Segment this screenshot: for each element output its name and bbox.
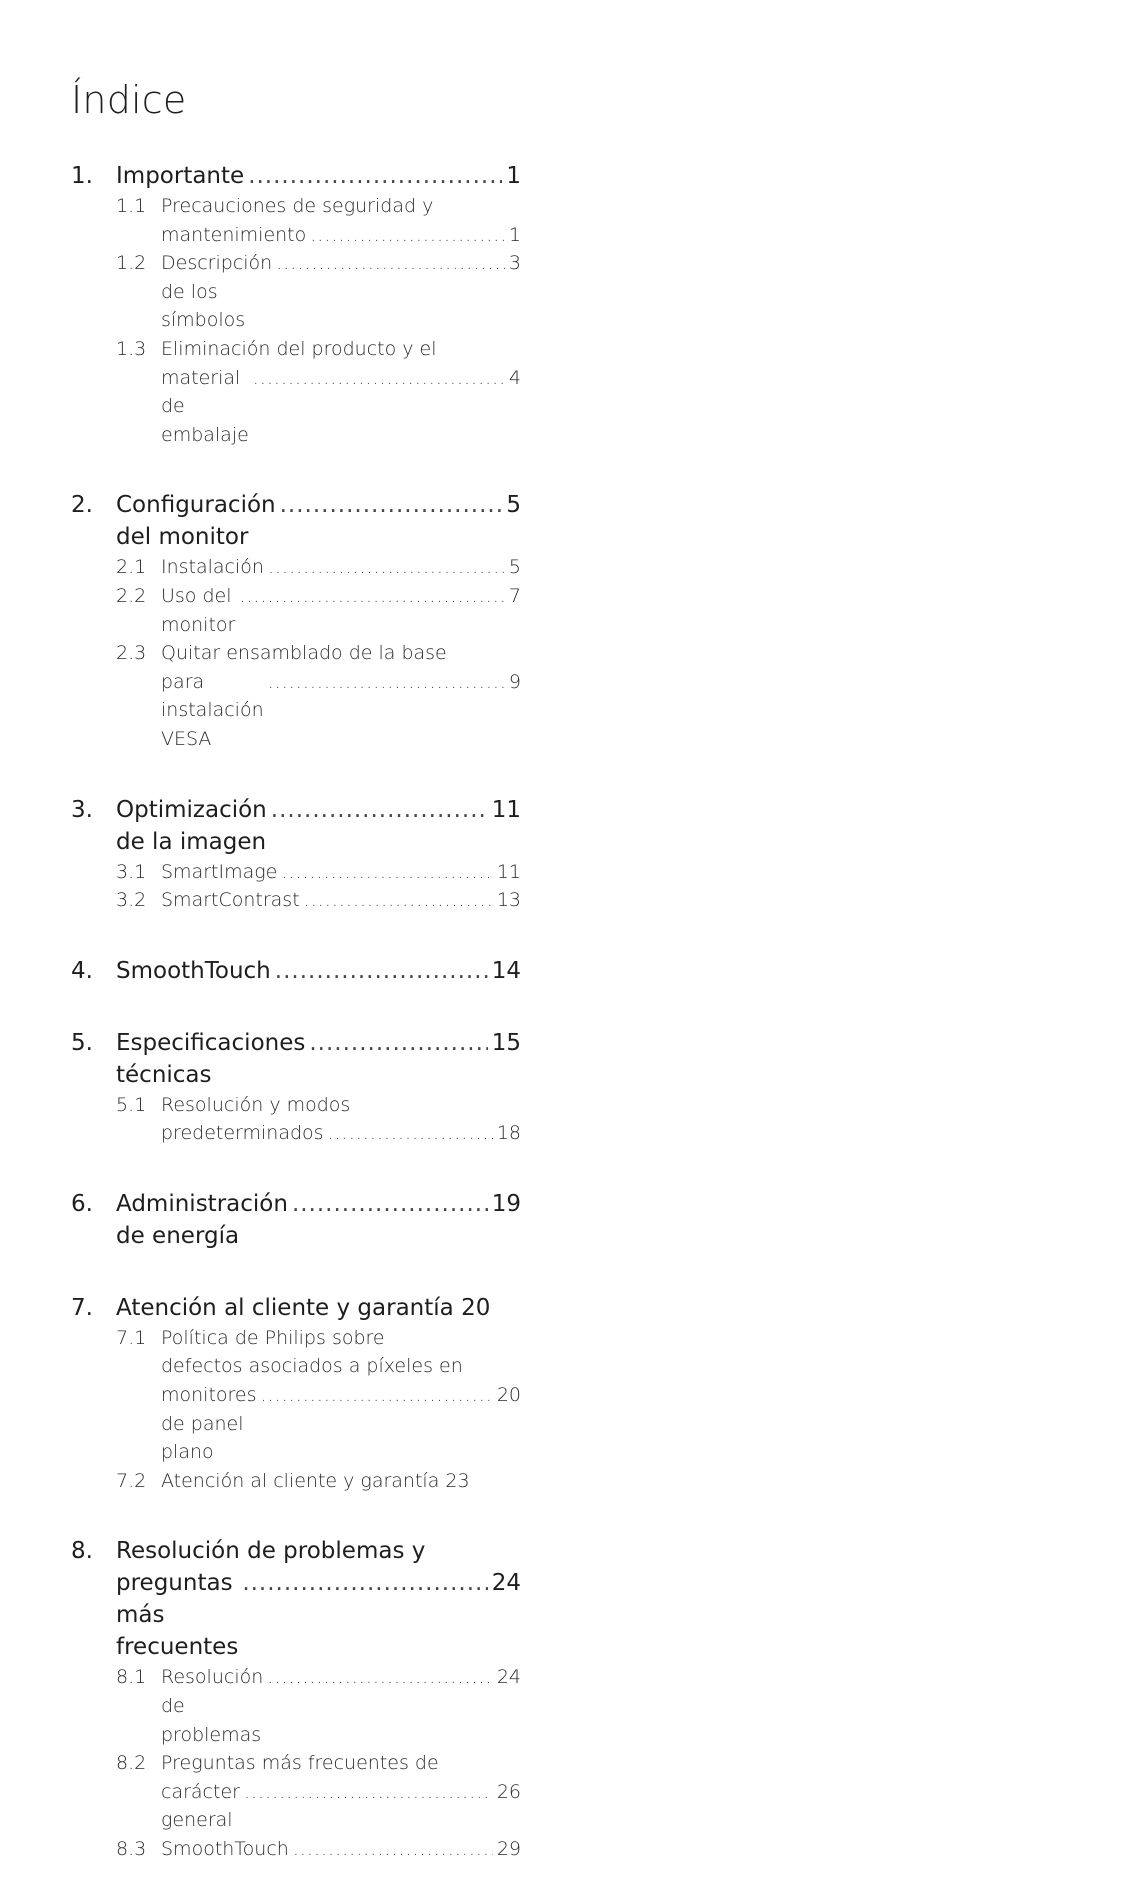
chapter-heading-body (116, 794, 521, 858)
section-entry-title: Eliminación del producto y el (161, 337, 437, 360)
section-entry-number: 8.2 (116, 1752, 147, 1775)
toc-chapter (71, 1188, 521, 1252)
section-entry-body (161, 1381, 521, 1467)
dot-leader (268, 553, 505, 582)
chapter-heading-number: 2. (71, 492, 93, 519)
chapter-heading-body (116, 1188, 521, 1252)
chapter-heading-body (116, 160, 521, 192)
section-entry-number: 3.2 (116, 889, 147, 912)
section-entry-body (161, 249, 521, 335)
toc-chapter (71, 489, 521, 753)
section-entry-title: mantenimiento (161, 223, 307, 246)
chapter-heading-page: 19 (491, 1190, 521, 1217)
section-entry-number: 1.2 (116, 252, 147, 275)
section-entry-body (161, 668, 521, 754)
section-entry-title: material de embalaje (161, 366, 249, 446)
section-entry-title: SmartImage (161, 860, 278, 883)
section-entry-line (71, 249, 521, 335)
dot-leader (275, 955, 488, 987)
chapter-heading-body (116, 1535, 521, 1567)
dot-leader (280, 489, 503, 521)
section-entry-page: 13 (496, 889, 521, 912)
section-entry-page: 4 (508, 366, 521, 389)
chapter-heading-number: 7. (71, 1294, 93, 1321)
spacer (454, 1292, 461, 1324)
dot-leader (304, 886, 493, 915)
chapter-heading-body (116, 1027, 521, 1091)
section-entry-line (71, 886, 521, 915)
section-entry-line (71, 364, 521, 450)
section-entry-title: SmoothTouch (161, 1838, 289, 1860)
section-entry-title: predeterminados (161, 1122, 324, 1145)
chapter-heading-page: 1 (506, 163, 521, 189)
table-of-contents (71, 160, 521, 1904)
section-entry-page: 18 (496, 1122, 521, 1145)
section-entry-line (71, 582, 521, 639)
section-entry-line (71, 668, 521, 754)
dot-leader (261, 1381, 493, 1410)
chapter-heading-line (71, 160, 521, 192)
dot-leader (239, 582, 505, 611)
dot-leader (244, 1778, 493, 1807)
section-entry-title: Instalación (161, 556, 264, 579)
dot-leader (310, 221, 505, 250)
section-entry-page: 7 (508, 584, 521, 607)
section-entry-body (161, 886, 521, 915)
toc-chapter (71, 1027, 521, 1148)
section-entry-line (71, 221, 521, 250)
chapter-heading-title: SmoothTouch (116, 957, 271, 984)
dot-leader (248, 160, 502, 192)
section-entry-page: 5 (508, 556, 521, 579)
chapter-heading-page: 15 (491, 1029, 521, 1056)
section-entry-title: para instalación VESA (161, 670, 264, 750)
section-entry-number: 2.2 (116, 584, 147, 607)
section-entry-line (71, 1119, 521, 1148)
section-entry-page: 3 (508, 252, 521, 275)
section-entry-line (71, 192, 521, 221)
chapter-heading-body (116, 1292, 521, 1324)
section-entry-body (161, 553, 521, 582)
section-entry-title: Quitar ensamblado de la base (161, 642, 447, 665)
section-entry-number: 8.3 (116, 1838, 147, 1860)
dot-leader (293, 1835, 493, 1864)
section-entry-title: Precauciones de seguridad y (161, 195, 434, 217)
chapter-heading-line (71, 1567, 521, 1663)
dot-leader (281, 858, 492, 887)
dot-leader (271, 794, 488, 826)
chapter-heading-number: 1. (71, 163, 93, 189)
section-entry-title: carácter general (161, 1780, 240, 1832)
section-entry-body (161, 221, 521, 250)
chapter-heading-number: 6. (71, 1190, 93, 1217)
section-entry-body (161, 582, 521, 639)
section-entry-number: 7.2 (116, 1469, 147, 1492)
chapter-heading-page: 20 (461, 1294, 491, 1321)
section-entry-line (71, 1352, 521, 1381)
dot-leader (292, 1188, 488, 1220)
section-entry-number: 7.1 (116, 1326, 147, 1349)
chapter-heading-page: 11 (491, 796, 521, 823)
section-entry-page: 24 (496, 1666, 521, 1689)
chapter-heading-line (71, 955, 521, 987)
section-entry-body (161, 1663, 521, 1749)
chapter-heading-title: Importante (116, 163, 245, 189)
chapter-heading-title: Administración de energía (116, 1190, 288, 1249)
toc-chapter (71, 794, 521, 915)
section-entry-number: 1.3 (116, 337, 147, 360)
section-entry-body (161, 1324, 521, 1353)
chapter-heading-line (71, 794, 521, 858)
chapter-heading-body (116, 955, 521, 987)
section-entry-body (161, 335, 521, 364)
section-entry-body (161, 192, 521, 221)
chapter-heading-title: Especificaciones técnicas (116, 1029, 306, 1088)
section-entry-body (161, 1778, 521, 1835)
section-entry-line (71, 1663, 521, 1749)
dot-leader (267, 1663, 493, 1692)
chapter-heading-page: 24 (491, 1570, 521, 1597)
chapter-heading-number: 3. (71, 796, 93, 823)
chapter-heading-page: 5 (506, 492, 521, 519)
section-entry-line (71, 1381, 521, 1467)
section-entry-line (71, 1778, 521, 1835)
dot-leader (242, 1567, 487, 1599)
chapter-heading-title: preguntas más frecuentes (116, 1570, 239, 1661)
section-entry-title: Política de Philips sobre (161, 1326, 385, 1349)
toc-chapter (71, 955, 521, 987)
chapter-heading-title: Configuración del monitor (116, 492, 276, 551)
section-entry-page: 23 (445, 1469, 470, 1492)
chapter-heading-body (116, 1567, 521, 1663)
section-entry-title: Resolución de problemas (161, 1666, 264, 1746)
section-entry-line (71, 1324, 521, 1353)
chapter-heading-number: 8. (71, 1538, 93, 1565)
section-entry-body (161, 858, 521, 887)
section-entry-title: monitores de panel plano (161, 1384, 257, 1464)
chapter-heading-body (116, 489, 521, 553)
section-entry-body (161, 364, 521, 450)
chapter-heading-number: 4. (71, 957, 93, 984)
section-entry-number: 5.1 (116, 1093, 147, 1116)
section-entry-body (161, 1119, 521, 1148)
section-entry-number: 1.1 (116, 195, 147, 217)
section-entry-body (161, 1352, 521, 1381)
section-entry-body (161, 1091, 521, 1120)
section-entry-title: defectos asociados a píxeles en (161, 1355, 463, 1378)
section-entry-title: Atención al cliente y garantía (161, 1469, 440, 1492)
page-title: Índice (71, 78, 187, 122)
section-entry-line (71, 1749, 521, 1778)
section-entry-line (71, 858, 521, 887)
dot-leader (328, 1119, 493, 1148)
chapter-heading-title: Resolución de problemas y (116, 1538, 426, 1565)
section-entry-body (161, 1835, 521, 1864)
section-entry-number: 2.3 (116, 642, 147, 665)
section-entry-title: Preguntas más frecuentes de (161, 1752, 439, 1775)
dot-leader (276, 249, 505, 278)
chapter-heading-page: 14 (491, 957, 521, 984)
section-entry-body (161, 1467, 521, 1496)
chapter-heading-line (71, 1535, 521, 1567)
chapter-heading-line (71, 1292, 521, 1324)
toc-chapter (71, 1292, 521, 1496)
section-entry-title: Descripción de los símbolos (161, 252, 273, 332)
toc-chapter (71, 160, 521, 449)
section-entry-line (71, 335, 521, 364)
section-entry-line (71, 553, 521, 582)
section-entry-line (71, 1091, 521, 1120)
section-entry-title: SmartContrast (161, 889, 300, 912)
section-entry-title: Resolución y modos (161, 1093, 351, 1116)
dot-leader (268, 668, 505, 697)
section-entry-page: 29 (496, 1838, 521, 1860)
toc-chapter (71, 1535, 521, 1863)
section-entry-page: 26 (496, 1780, 521, 1803)
section-entry-line (71, 1467, 521, 1496)
chapter-heading-line (71, 1188, 521, 1252)
section-entry-number: 2.1 (116, 556, 147, 579)
section-entry-page: 20 (496, 1384, 521, 1407)
section-entry-page: 9 (508, 670, 521, 693)
section-entry-title: Uso del monitor (161, 584, 236, 636)
chapter-heading-number: 5. (71, 1029, 93, 1056)
chapter-heading-line (71, 1027, 521, 1091)
section-entry-line (71, 639, 521, 668)
chapter-heading-title: Atención al cliente y garantía (116, 1294, 454, 1321)
section-entry-line (71, 1835, 521, 1864)
section-entry-page: 11 (496, 860, 521, 883)
chapter-heading-line (71, 489, 521, 553)
dot-leader (253, 364, 505, 393)
chapter-heading-title: Optimización de la imagen (116, 796, 267, 855)
dot-leader (309, 1027, 487, 1059)
section-entry-number: 8.1 (116, 1666, 147, 1689)
section-entry-body (161, 639, 521, 668)
section-entry-page: 1 (508, 223, 521, 246)
section-entry-number: 3.1 (116, 860, 147, 883)
section-entry-body (161, 1749, 521, 1778)
